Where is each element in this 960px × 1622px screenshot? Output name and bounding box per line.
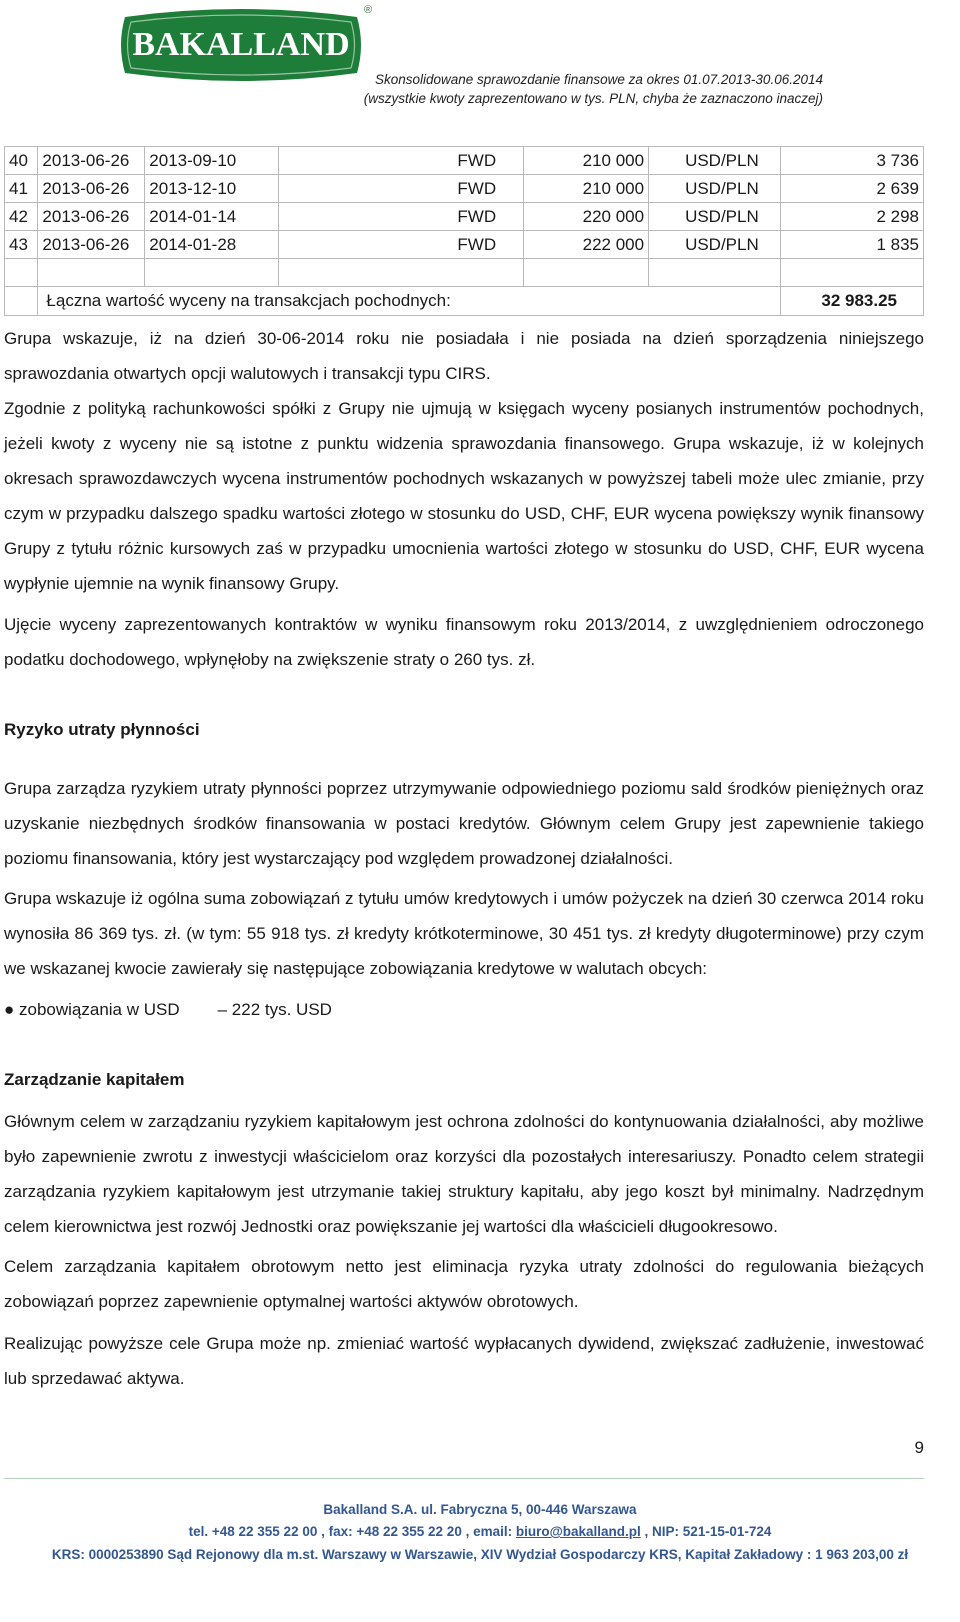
footer-address: Bakalland S.A. ul. Fabryczna 5, 00-446 Warszawa xyxy=(323,1502,637,1517)
cell-date-start: 2013-06-26 xyxy=(38,231,145,259)
text-block-valuation xyxy=(4,607,924,677)
text-block-capital xyxy=(4,1104,924,1244)
cell-currency: USD/PLN xyxy=(649,231,781,259)
cell-amount: 220 000 xyxy=(524,203,649,231)
table-row xyxy=(5,231,924,259)
bullet-label: ● zobowiązania w USD xyxy=(4,1000,180,1019)
cell-date-end: 2013-12-10 xyxy=(145,175,279,203)
footer-contact xyxy=(0,1524,960,1539)
cell-valuation: 1 835 xyxy=(780,231,923,259)
table-row xyxy=(5,147,924,175)
cell-amount: 210 000 xyxy=(524,147,649,175)
text-block-working-capital xyxy=(4,1249,924,1319)
page-number: 9 xyxy=(914,1438,924,1457)
cell-valuation: 2 298 xyxy=(780,203,923,231)
text-block-cirs xyxy=(4,321,924,391)
footer-email-link[interactable]: biuro@bakalland.pl xyxy=(515,1524,641,1539)
table-total-row xyxy=(5,287,924,316)
cell-date-start: 2013-06-26 xyxy=(38,175,145,203)
derivatives-table xyxy=(4,146,924,316)
list-item xyxy=(4,992,924,1027)
report-title: Skonsolidowane sprawozdanie finansowe za okres 01.07.2013-30.06.2014 xyxy=(374,72,823,87)
report-header xyxy=(364,70,823,108)
cell-date-end: 2013-09-10 xyxy=(145,147,279,175)
cell-currency: USD/PLN xyxy=(649,175,781,203)
heading-capital-management: Zarządzanie kapitałem xyxy=(4,1070,185,1089)
text-block-actions xyxy=(4,1326,924,1396)
cell-valuation: 2 639 xyxy=(780,175,923,203)
table-spacer-row xyxy=(5,259,924,287)
cell-number: 42 xyxy=(5,203,38,231)
total-label: Łączna wartość wyceny na transakcjach pochodnych: xyxy=(38,287,781,316)
paragraph-liquidity: Grupa zarządza ryzykiem utraty płynności poprzez utrzymywanie odpowiedniego poziomu sald środków pieniężnych oraz uzyskanie niezbędnych środków finansowania w postaci kredytów. Głównym celem Grupy jest zapewnienie takiego poziomu finansowania, który jest wystarczający pod względem prowadzonej działalności. xyxy=(4,779,924,868)
footer-registration: KRS: 0000253890 Sąd Rejonowy dla m.st. Warszawy w Warszawie, XIV Wydział Gospodarczy KRS, Kapitał Zakładowy : 1 963 203,00 zł xyxy=(51,1547,909,1562)
cell-currency: USD/PLN xyxy=(649,147,781,175)
paragraph-accounting-policy: Zgodnie z polityką rachunkowości spółki z Grupy nie ujmują w księgach wyceny posianych instrumentów pochodnych, jeżeli kwoty z wyceny nie są istotne z punktu widzenia sprawozdania finansowego. Grupa wskazuje, iż w kolejnych okresach sprawozdawczych wycena instrumentów pochodnych wskazanych w powyższej tabeli może ulec zmianie, przy czym w przypadku dalszego spadku wartości złotego w stosunku do USD, CHF, EUR wycena powiększy wynik finansowy Grupy z tytułu różnic kursowych zaś w przypadku umocnienia wartości złotego w stosunku do USD, CHF, EUR wycena wypłynie ujemnie na wynik finansowy Grupy. xyxy=(4,399,924,593)
cell-date-start: 2013-06-26 xyxy=(38,147,145,175)
cell-type: FWD xyxy=(279,231,524,259)
paragraph-working-capital: Celem zarządzania kapitałem obrotowym netto jest eliminacja ryzyka utraty zdolności do regulowania bieżących zobowiązań poprzez zapewnienie optymalnej wartości aktywów obrotowych. xyxy=(4,1257,924,1311)
cell-date-end: 2014-01-14 xyxy=(145,203,279,231)
heading-liquidity-risk: Ryzyko utraty płynności xyxy=(4,720,200,739)
total-value: 32 983.25 xyxy=(780,287,923,316)
section-capital xyxy=(4,1062,924,1097)
footer-divider xyxy=(4,1478,924,1479)
logo-wordmark: BAKALLAND xyxy=(132,26,350,63)
cell-date-start: 2013-06-26 xyxy=(38,203,145,231)
cell-type: FWD xyxy=(279,147,524,175)
cell-amount: 222 000 xyxy=(524,231,649,259)
cell-valuation: 3 736 xyxy=(780,147,923,175)
cell-type: FWD xyxy=(279,203,524,231)
cell-amount: 210 000 xyxy=(524,175,649,203)
section-liquidity xyxy=(4,712,924,747)
text-block-loans xyxy=(4,881,924,986)
cell-number: 43 xyxy=(5,231,38,259)
footer-tel-fax: tel. +48 22 355 22 00 , fax: +48 22 355 22 20 , email: xyxy=(188,1524,516,1539)
cell-number: 41 xyxy=(5,175,38,203)
bullet-usd-liabilities xyxy=(4,992,924,1027)
paragraph-actions: Realizując powyższe cele Grupa może np. zmieniać wartość wypłacanych dywidend, zwiększać zadłużenie, inwestować lub sprzedawać aktywa. xyxy=(4,1334,924,1388)
bakalland-logo xyxy=(117,7,365,83)
paragraph-capital-goal: Głównym celem w zarządzaniu ryzykiem kapitałowym jest ochrona zdolności do kontynuowania działalności, aby możliwe było zapewnienie zwrotu z inwestycji właścicielom oraz korzyści dla pozostałych interesariuszy. Ponadto celem strategii zarządzania ryzykiem kapitałowym jest utrzymanie takiej struktury kapitału, aby jego koszt był minimalny. Nadrzędnym celem kierownictwa jest rozwój Jednostki oraz powiększanie jej wartości dla właścicieli długookresowo. xyxy=(4,1112,924,1236)
cell-date-end: 2014-01-28 xyxy=(145,231,279,259)
paragraph-loans: Grupa wskazuje iż ogólna suma zobowiązań z tytułu umów kredytowych i umów pożyczek na dzień 30 czerwca 2014 roku wynosiła 86 369 tys. zł. (w tym: 55 918 tys. zł kredyty krótkoterminowe, 30 451 tys. zł kredyty długoterminowe) przy czym we wskazanej kwocie zawierały się następujące zobowiązania kredytowe w walutach obcych: xyxy=(4,889,924,978)
registered-mark: ® xyxy=(364,4,373,16)
table-row xyxy=(5,175,924,203)
text-block-liquidity xyxy=(4,771,924,876)
text-block-policy xyxy=(4,391,924,601)
footer-nip: , NIP: 521-15-01-724 xyxy=(640,1524,772,1539)
cell-currency: USD/PLN xyxy=(649,203,781,231)
report-currency-note: (wszystkie kwoty zaprezentowano w tys. PLN, chyba że zaznaczono inaczej) xyxy=(363,91,823,106)
bullet-value: – 222 tys. USD xyxy=(217,1000,332,1019)
paragraph-valuation-impact: Ujęcie wyceny zaprezentowanych kontraktów w wyniku finansowym roku 2013/2014, z uwzględnieniem odroczonego podatku dochodowego, wpłynęłoby na zwiększenie straty o 260 tys. zł. xyxy=(4,615,924,669)
paragraph-cirs: Grupa wskazuje, iż na dzień 30-06-2014 roku nie posiadała i nie posiada na dzień sporządzenia niniejszego sprawozdania otwartych opcji walutowych i transakcji typu CIRS. xyxy=(4,329,924,383)
table-row xyxy=(5,203,924,231)
cell-number: 40 xyxy=(5,147,38,175)
cell-type: FWD xyxy=(279,175,524,203)
